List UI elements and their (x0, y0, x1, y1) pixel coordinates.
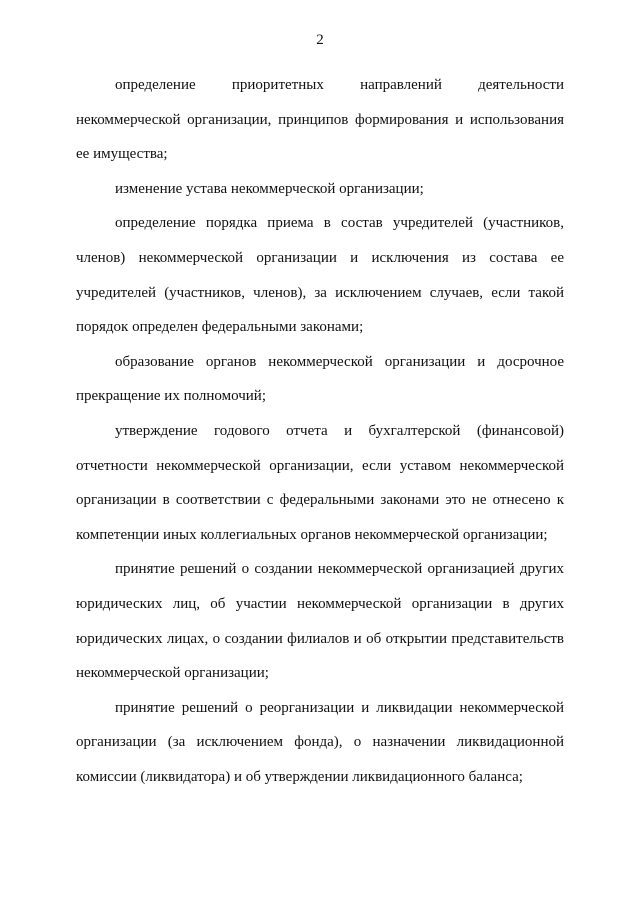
list-item-founders-admission: определение порядка приема в состав учредителей (участников, членов) некоммерческой организации и исключения из состава ее учредителей (участников, членов), за исключением случаев, если такой порядок определен федеральными законами; (76, 215, 564, 336)
list-item-legal-entities-creation: принятие решений о создании некоммерческой организацией других юридических лиц, об участии некоммерческой организации в других юридических лицах, о создании филиалов и об открытии представительств некоммерческой организации; (76, 561, 564, 682)
list-item-reorganization-liquidation: принятие решений о реорганизации и ликвидации некоммерческой организации (за исключением фонда), о назначении ликвидационной комиссии (ликвидатора) и об утверждении ликвидационного баланса; (76, 699, 564, 785)
document-body (76, 68, 564, 794)
list-item-annual-report-approval: утверждение годового отчета и бухгалтерской (финансовой) отчетности некоммерческой организации, если уставом некоммерческой организации в соответствии с федеральными законами это не отнесено к компетенции иных коллегиальных органов некоммерческой организации; (76, 422, 564, 543)
page-number: 2 (316, 32, 324, 48)
list-item-priority-directions: определение приоритетных направлений деятельности некоммерческой организации, принципов формирования и использования ее имущества; (76, 77, 564, 163)
list-item-charter-amendment: изменение устава некоммерческой организации; (115, 180, 424, 197)
list-item-bodies-formation: образование органов некоммерческой организации и досрочное прекращение их полномочий; (76, 353, 564, 405)
